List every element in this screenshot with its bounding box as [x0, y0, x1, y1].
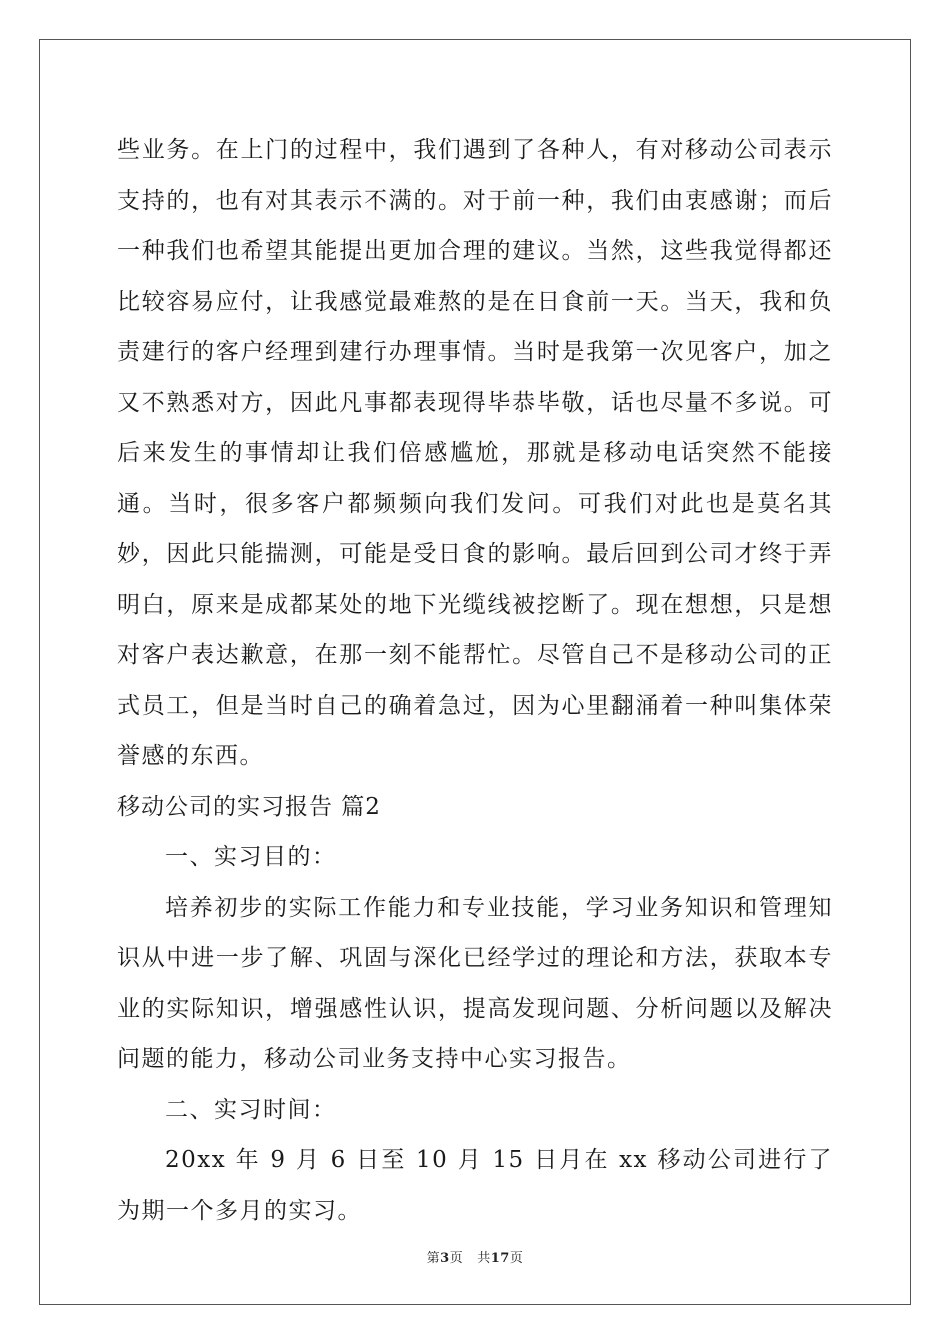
total-suffix: 页 [509, 1251, 524, 1266]
heading-purpose: 一、实习目的： [165, 844, 337, 870]
document-body [117, 125, 833, 1236]
time-paragraph: 20xx 年 9 月 6 日至 10 月 15 日月在 xx 移动公司进行了为期一个多月的实习。 [117, 1147, 833, 1224]
total-pages: 17 [490, 1251, 510, 1266]
page-number: 3 [440, 1251, 450, 1266]
total-prefix: 共 [477, 1251, 491, 1266]
page-prefix: 第 [426, 1251, 441, 1266]
heading-time: 二、实习时间： [165, 1096, 337, 1123]
page-suffix: 页 [449, 1251, 464, 1266]
continuation-paragraph: 些业务。在上门的过程中，我们遇到了各种人，有对移动公司表示支持的，也有对其表示不满的。对于前一种，我们由衷感谢；而后一种我们也希望其能提出更加合理的建议。当然，这些我觉得都还比较容易应付，让我感觉最难熬的是在日食前一天。当天，我和负责建行的客户经理到建行办理事情。当时是我第一次见客户，加之又不熟悉对方，因此凡事都表现得毕恭毕敬，话也尽量不多说。可后来发生的事情却让我们倍感尴尬，那就是移动电话突然不能接通。当时，很多客户都频频向我们发问。可我们对此也是莫名其妙，因此只能揣测，可能是受日食的影响。最后回到公司才终于弄明白，原来是成都某处的地下光缆线被挖断了。现在想想，只是想对客户表达歉意，在那一刻不能帮忙。尽管自己不是移动公司的正式员工，但是当时自己的确着急过，因为心里翻涌着一种叫集体荣誉感的东西。 [117, 137, 833, 769]
purpose-paragraph: 培养初步的实际工作能力和专业技能，学习业务知识和管理知识从中进一步了解、巩固与深化已经学过的理论和方法，获取本专业的实际知识，增强感性认识，提高发现问题、分析问题以及解决问题的能力，移动公司业务支持中心实习报告。 [117, 894, 833, 1072]
section-title: 移动公司的实习报告 篇2 [117, 793, 381, 820]
page-footer [0, 1247, 950, 1266]
